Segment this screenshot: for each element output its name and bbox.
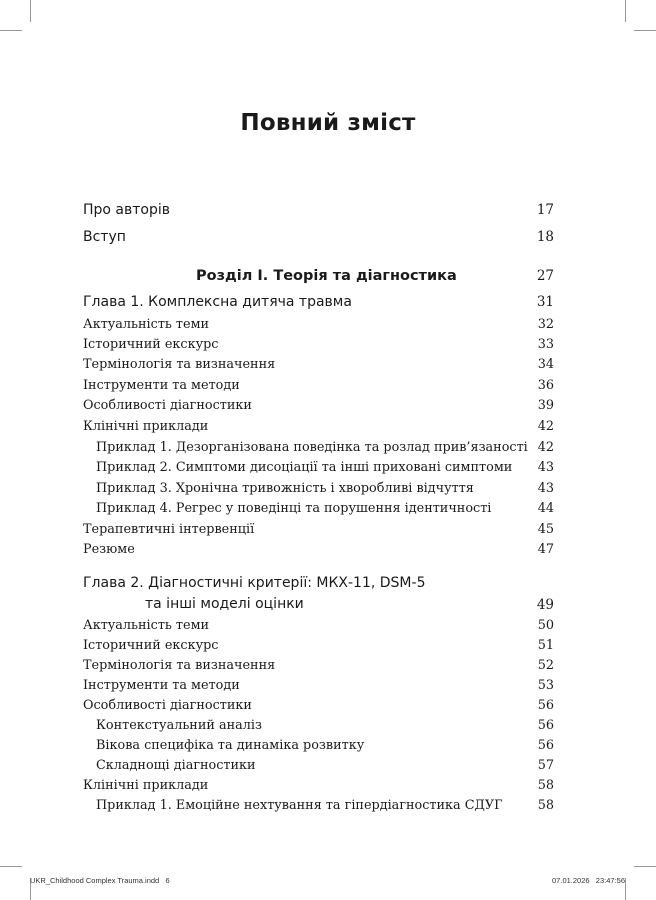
toc-item[interactable] <box>83 398 554 418</box>
toc-subitem-label: Приклад 3. Хронічна тривожність і хворобливі відчуття <box>96 481 474 496</box>
toc-item-label: Терапевтичні інтервенції <box>83 522 255 537</box>
page-title: Повний зміст <box>240 110 416 136</box>
toc-subitem[interactable] <box>83 718 554 738</box>
toc-page-number: 34 <box>537 357 554 372</box>
toc-page-number: 27 <box>536 268 554 284</box>
toc-subitem-label: Контекстуальний аналіз <box>96 718 262 733</box>
toc-item[interactable] <box>83 542 554 562</box>
toc-entry-authors[interactable] <box>83 202 554 222</box>
toc-subitem-label: Приклад 2. Симптоми дисоціації та інші приховані симптоми <box>96 460 513 475</box>
toc-entry-intro[interactable] <box>83 229 554 249</box>
toc-page-number: 56 <box>537 718 554 733</box>
toc-page-number: 45 <box>537 522 554 537</box>
toc-chapter-label: Глава 1. Комплексна дитяча травма <box>83 294 352 310</box>
toc-page-number: 39 <box>537 398 554 413</box>
toc-entry-label: Вступ <box>83 229 126 245</box>
crop-mark <box>0 866 22 867</box>
toc-subitem-label: Вікова специфіка та динаміка розвитку <box>96 738 365 753</box>
toc-item[interactable] <box>83 522 554 542</box>
toc-item-label: Термінологія та визначення <box>83 357 276 372</box>
toc-item-label: Історичний екскурс <box>83 638 219 653</box>
crop-mark <box>634 866 656 867</box>
toc-subitem-label: Складнощі діагностики <box>96 758 256 773</box>
toc-item[interactable] <box>83 778 554 798</box>
toc-item-label: Термінологія та визначення <box>83 658 276 673</box>
toc-subitem-label: Приклад 1. Емоційне нехтування та гіпердіагностика СДУГ <box>96 798 503 813</box>
toc-page-number: 33 <box>537 337 554 352</box>
toc-entry-label: Про авторів <box>83 202 171 218</box>
toc-page-number: 56 <box>537 738 554 753</box>
toc-chapter-2[interactable] <box>83 575 554 595</box>
toc-page-number: 36 <box>537 378 554 393</box>
toc-item[interactable] <box>83 419 554 439</box>
toc-subitem-label: Приклад 4. Регрес у поведінці та порушення ідентичності <box>96 501 492 516</box>
toc-page-number: 47 <box>537 542 554 557</box>
toc-page-number: 56 <box>537 698 554 713</box>
toc-page-number: 53 <box>537 678 554 693</box>
toc-item-label: Особливості діагностики <box>83 698 252 713</box>
toc-subitem[interactable] <box>83 460 554 480</box>
toc-page-number: 50 <box>537 618 554 633</box>
crop-mark <box>30 0 31 22</box>
toc-chapter-label: Глава 2. Діагностичні критерії: МКХ-11, DSM-5 <box>83 575 426 591</box>
slug-file-name: UKR_Childhood Complex Trauma.indd 6 <box>30 876 170 885</box>
toc-page-number: 58 <box>537 778 554 793</box>
toc-item-label: Інструменти та методи <box>83 378 240 393</box>
toc-item[interactable] <box>83 698 554 718</box>
toc-section-heading[interactable] <box>83 268 554 288</box>
toc-item[interactable] <box>83 357 554 377</box>
toc-subitem[interactable] <box>83 481 554 501</box>
toc-page-number: 31 <box>536 294 554 310</box>
toc-item[interactable] <box>83 317 554 337</box>
toc-page-number: 42 <box>537 419 554 434</box>
toc-item-label: Історичний екскурс <box>83 337 219 352</box>
toc-section-label: Розділ I. Теорія та діагностика <box>196 268 457 284</box>
toc-subitem[interactable] <box>83 440 554 460</box>
toc-page-number: 49 <box>536 597 554 613</box>
crop-mark <box>0 30 22 31</box>
toc-subitem[interactable] <box>83 738 554 758</box>
toc-page-number: 43 <box>537 460 554 475</box>
crop-mark <box>625 878 626 900</box>
toc-item-label: Інструменти та методи <box>83 678 240 693</box>
toc-page-number: 43 <box>537 481 554 496</box>
toc-chapter-2-page <box>83 597 554 617</box>
toc-item-label: Особливості діагностики <box>83 398 252 413</box>
toc-page-number: 52 <box>537 658 554 673</box>
toc-item-label: Актуальність теми <box>83 618 210 633</box>
crop-mark <box>634 30 656 31</box>
toc-page-number: 42 <box>537 440 554 455</box>
toc-subitem[interactable] <box>83 501 554 521</box>
toc-page-number: 32 <box>537 317 554 332</box>
crop-mark <box>625 0 626 22</box>
toc-item-label: Клінічні приклади <box>83 778 209 793</box>
toc-page-number: 17 <box>536 202 554 218</box>
toc-item-label: Актуальність теми <box>83 317 210 332</box>
toc-item[interactable] <box>83 618 554 638</box>
toc-item[interactable] <box>83 638 554 658</box>
toc-page-number: 18 <box>536 229 554 245</box>
toc-item[interactable] <box>83 658 554 678</box>
toc-item[interactable] <box>83 678 554 698</box>
toc-item-label: Клінічні приклади <box>83 419 209 434</box>
toc-page-number: 57 <box>537 758 554 773</box>
toc-page-number: 58 <box>537 798 554 813</box>
toc-page-number: 44 <box>537 501 554 516</box>
toc-subitem-label: Приклад 1. Дезорганізована поведінка та розлад прив’язаності <box>96 440 528 455</box>
toc-chapter-label-continuation: та інші моделі оцінки <box>145 596 304 612</box>
toc-subitem[interactable] <box>83 758 554 778</box>
toc-page-number: 51 <box>537 638 554 653</box>
toc-item[interactable] <box>83 378 554 398</box>
toc-subitem[interactable] <box>83 798 554 818</box>
toc-item-label: Резюме <box>83 542 135 557</box>
toc-chapter-1[interactable] <box>83 294 554 314</box>
toc-item[interactable] <box>83 337 554 357</box>
slug-timestamp: 07.01.2026 23:47:56 <box>552 876 625 885</box>
